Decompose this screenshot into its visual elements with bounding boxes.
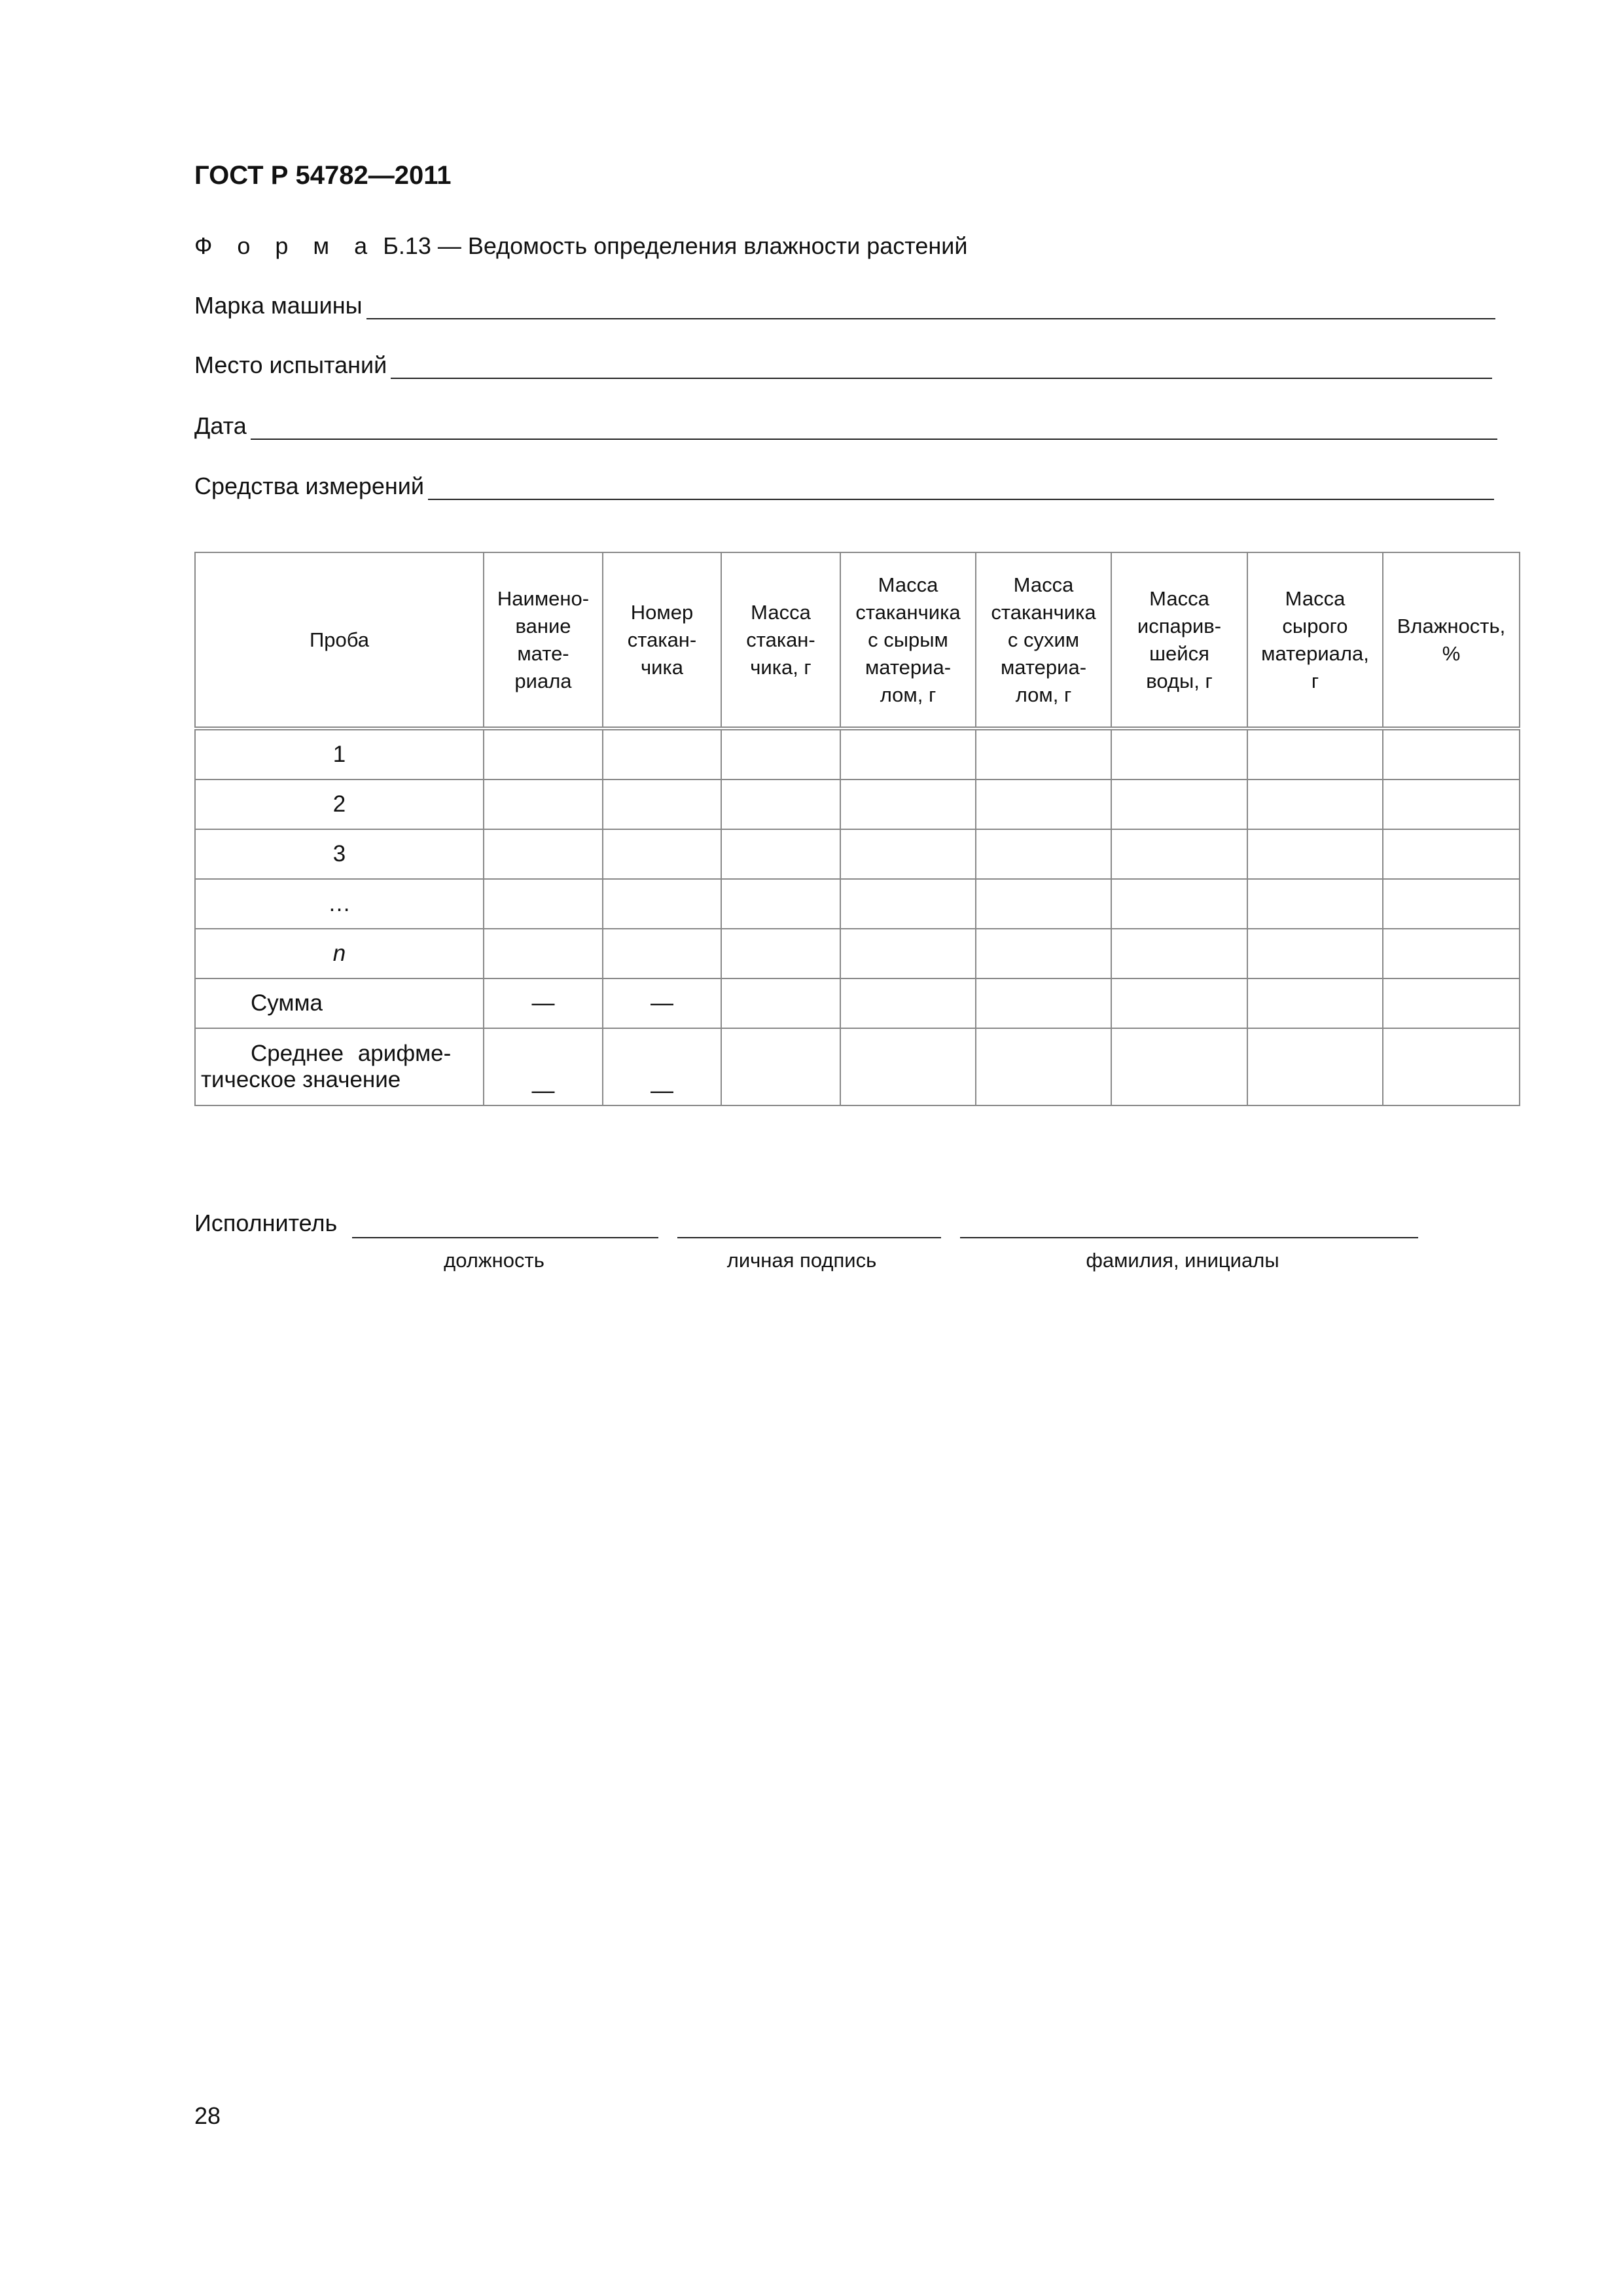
header-cup-dry-mass: Масса стаканчика с сухим материа- лом, г xyxy=(976,552,1111,728)
table-row xyxy=(195,780,1520,829)
dash-cell: — xyxy=(484,1028,603,1105)
header-wet-material-mass: Масса сырого материала, г xyxy=(1247,552,1383,728)
row-label: n xyxy=(195,929,484,978)
field-machine xyxy=(194,292,1495,319)
table-row xyxy=(195,879,1520,929)
signature-line[interactable] xyxy=(677,1212,941,1238)
table-header-row xyxy=(195,552,1520,728)
row-label: 1 xyxy=(195,728,484,780)
field-place-line[interactable] xyxy=(391,353,1492,379)
average-label xyxy=(195,1028,484,1105)
field-date xyxy=(194,412,1497,440)
moisture-table xyxy=(194,552,1520,1106)
dash-cell: — xyxy=(484,978,603,1028)
average-label-line-2: тическое значение xyxy=(201,1067,401,1092)
page-number: 28 xyxy=(194,2102,221,2129)
sum-row xyxy=(195,978,1520,1028)
field-machine-label: Марка машины xyxy=(194,292,363,319)
table-row xyxy=(195,728,1520,780)
field-instruments-line[interactable] xyxy=(428,474,1494,500)
field-date-line[interactable] xyxy=(251,414,1497,440)
header-cup-wet-mass: Масса стаканчика с сырым материа- лом, г xyxy=(840,552,976,728)
dash-cell: — xyxy=(603,978,721,1028)
field-instruments xyxy=(194,473,1494,500)
average-label-line-1: Среднее арифме- xyxy=(251,1041,452,1066)
form-title xyxy=(194,232,967,260)
row-label: 3 xyxy=(195,829,484,879)
header-cup-mass: Масса стакан- чика, г xyxy=(721,552,840,728)
field-date-label: Дата xyxy=(194,412,247,439)
row-label: … xyxy=(195,879,484,929)
field-place-label: Место испытаний xyxy=(194,351,387,378)
header-material-name: Наимено- вание мате- риала xyxy=(484,552,603,728)
name-line[interactable] xyxy=(960,1212,1418,1238)
signature-caption: личная подпись xyxy=(726,1249,877,1272)
header-evaporated-water: Масса испарив- шейся воды, г xyxy=(1111,552,1247,728)
table-row xyxy=(195,929,1520,978)
dash-cell: — xyxy=(603,1028,721,1105)
form-label: Ф о р м а xyxy=(194,232,377,259)
field-place xyxy=(194,351,1492,379)
header-sample: Проба xyxy=(195,552,484,728)
standard-number: ГОСТ Р 54782—2011 xyxy=(194,161,452,190)
row-label: 2 xyxy=(195,780,484,829)
average-row xyxy=(195,1028,1520,1105)
position-caption: должность xyxy=(444,1249,544,1272)
sum-label: Сумма xyxy=(195,978,484,1028)
table-row xyxy=(195,829,1520,879)
header-moisture: Влажность, % xyxy=(1383,552,1520,728)
field-instruments-label: Средства измерений xyxy=(194,473,425,499)
position-line[interactable] xyxy=(352,1212,658,1238)
header-cup-number: Номер стакан- чика xyxy=(603,552,721,728)
name-caption: фамилия, инициалы xyxy=(1086,1249,1279,1272)
field-machine-line[interactable] xyxy=(366,293,1495,319)
form-name: Б.13 — Ведомость определения влажности растений xyxy=(383,232,968,259)
executor-label: Исполнитель xyxy=(194,1210,338,1236)
